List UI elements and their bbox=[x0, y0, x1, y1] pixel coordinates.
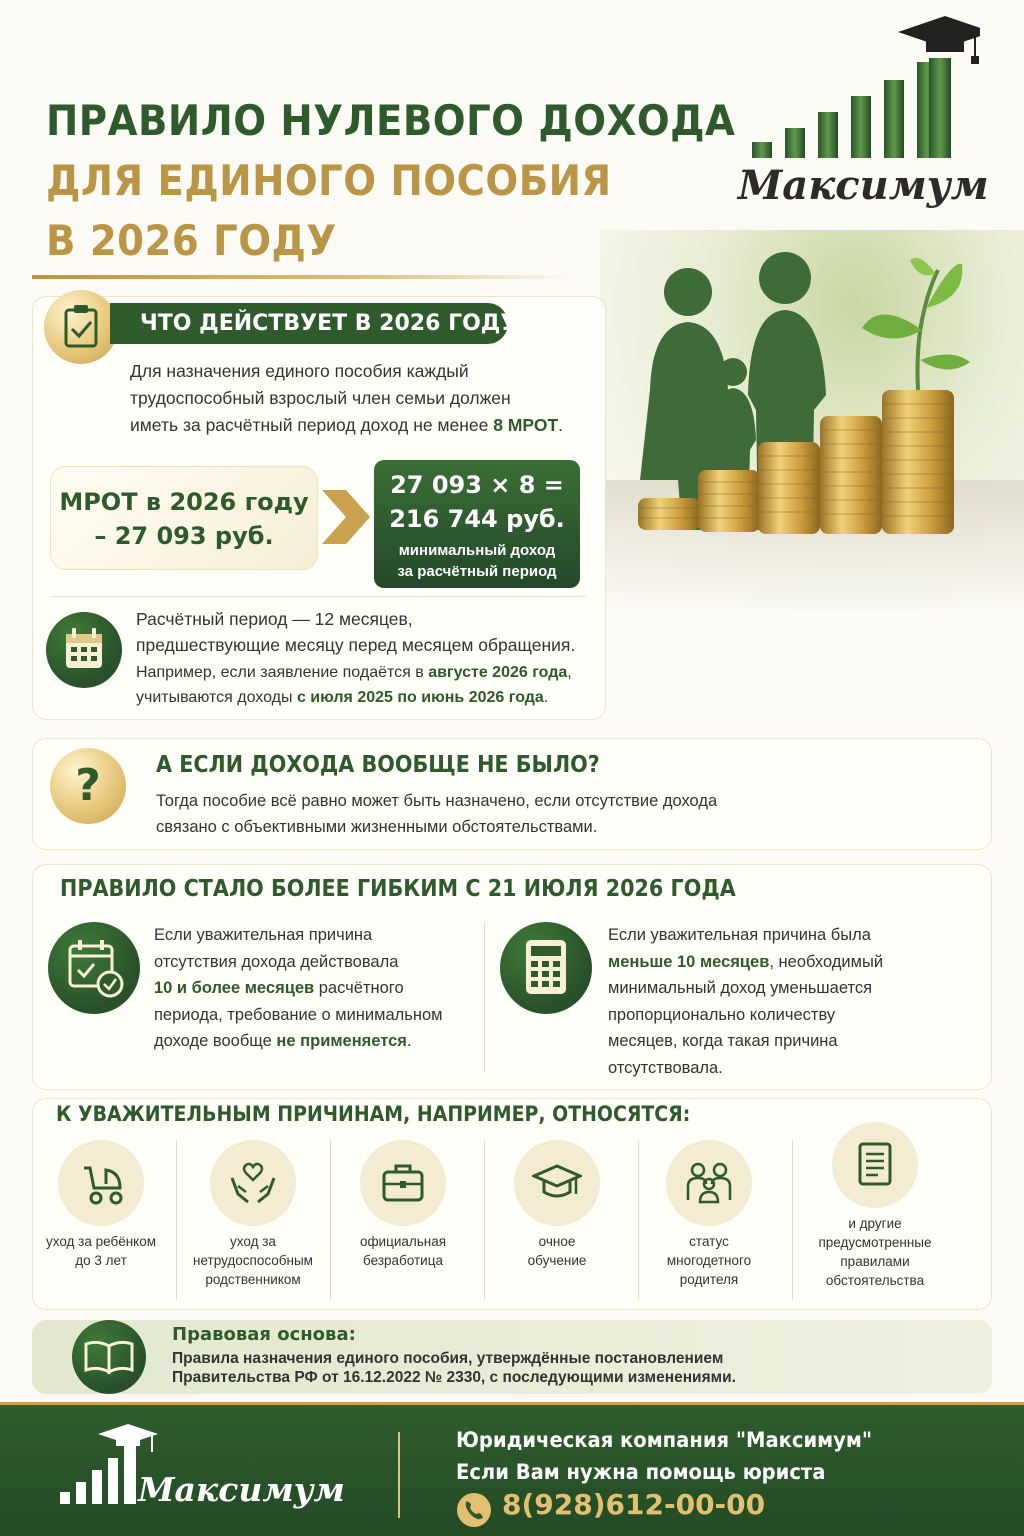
calc-caption bbox=[374, 540, 580, 582]
example-1b: августе 2026 года bbox=[428, 664, 568, 681]
intro-line-2: трудоспособный взрослый член семьи должен bbox=[130, 388, 511, 408]
reason-other bbox=[798, 1122, 952, 1290]
section1-intro bbox=[130, 358, 600, 439]
section2-line-2: связано с объективными жизненными обстоятельствами. bbox=[156, 818, 598, 836]
right-line-4: пропорционально количеству bbox=[608, 1005, 836, 1024]
section2-heading: А ЕСЛИ ДОХОДА ВООБЩЕ НЕ БЫЛО? bbox=[156, 752, 600, 778]
example-2c: . bbox=[543, 689, 549, 706]
reason-3-line-1: официальная bbox=[359, 1234, 447, 1249]
family-icon bbox=[684, 1158, 734, 1208]
period-text bbox=[136, 606, 596, 658]
right-line-5: месяцев, когда такая причина bbox=[608, 1032, 838, 1050]
right-line-2 bbox=[608, 949, 968, 976]
title-line-3: В 2026 ГОДУ bbox=[46, 216, 337, 265]
right-line-3: минимальный доход уменьшается bbox=[608, 979, 873, 997]
clipboard-badge bbox=[44, 290, 118, 364]
reason-6-line-3: правилами bbox=[840, 1254, 910, 1269]
reason-1-line-2: до 3 лет bbox=[75, 1253, 127, 1268]
question-badge bbox=[50, 748, 126, 824]
bar-chart-icon bbox=[730, 10, 980, 170]
calculation-box bbox=[374, 460, 580, 588]
legal-line-2: Правительства РФ от 16.12.2022 № 2330, с последующими изменениями. bbox=[172, 1369, 736, 1386]
reason-icon-bg bbox=[666, 1140, 752, 1226]
reason-icon-bg bbox=[514, 1140, 600, 1226]
divider bbox=[50, 596, 586, 597]
right-line-6: отсутствовала. bbox=[608, 1058, 723, 1077]
plant-sprout bbox=[862, 258, 970, 390]
title-underline bbox=[32, 275, 572, 279]
rule-right-text bbox=[608, 922, 968, 1081]
reason-icon-bg bbox=[832, 1122, 918, 1208]
reason-2-line-2: нетрудоспособным bbox=[193, 1253, 313, 1268]
left-line-4: периода, требование о минимальном bbox=[154, 1005, 443, 1024]
calculator-icon bbox=[500, 922, 592, 1014]
period-line-2: предшествующие месяцу перед месяцем обращения. bbox=[136, 635, 576, 655]
reason-large-family bbox=[632, 1140, 786, 1289]
calendar-badge bbox=[46, 612, 122, 688]
calc-caption-1: минимальный доход bbox=[398, 542, 556, 559]
period-line-1: Расчётный период — 12 месяцев, bbox=[136, 609, 413, 629]
graduation-cap-icon bbox=[532, 1158, 582, 1208]
reason-5-line-3: родителя bbox=[679, 1272, 739, 1287]
brand-name: Максимум bbox=[738, 162, 989, 209]
reason-2-line-3: родственником bbox=[205, 1272, 301, 1287]
footer-brand-name: Максимум bbox=[138, 1470, 345, 1509]
left-10-months: 10 и более месяцев bbox=[154, 979, 315, 997]
title-line-1: ПРАВИЛО НУЛЕВОГО ДОХОДА bbox=[46, 96, 736, 145]
footer-divider bbox=[398, 1432, 400, 1518]
example-line-2 bbox=[136, 685, 596, 710]
calc-line-1: 27 093 × 8 = bbox=[390, 471, 564, 499]
brand-logo bbox=[730, 10, 989, 220]
reason-6-line-4: обстоятельства bbox=[825, 1273, 925, 1288]
briefcase-icon bbox=[378, 1158, 428, 1208]
reason-4-line-1: очное bbox=[538, 1234, 576, 1249]
reason-6-line-1: и другие bbox=[848, 1216, 902, 1231]
calc-line-2: 216 744 руб. bbox=[389, 505, 565, 533]
left-line-3 bbox=[154, 975, 474, 1002]
reason-2-line-1: уход за bbox=[230, 1234, 276, 1249]
reason-childcare bbox=[24, 1140, 178, 1270]
graduation-cap-icon bbox=[898, 16, 980, 64]
left-not-applied: не применяется bbox=[276, 1032, 407, 1050]
intro-line-3-text: иметь за расчётный период доход не менее bbox=[130, 415, 494, 435]
calculator-badge bbox=[500, 922, 592, 1014]
section3-heading: ПРАВИЛО СТАЛО БОЛЕЕ ГИБКИМ С 21 ИЮЛЯ 2026 ГОДА bbox=[60, 876, 736, 902]
reason-care-relative bbox=[176, 1140, 330, 1289]
reason-divider bbox=[792, 1140, 793, 1300]
reason-3-line-2: безработица bbox=[363, 1253, 443, 1268]
book-icon bbox=[72, 1320, 146, 1394]
left-line-5 bbox=[154, 1028, 474, 1055]
footer-company: Юридическая компания "Максимум" bbox=[456, 1428, 873, 1452]
rule-left-text bbox=[154, 922, 474, 1055]
book-badge bbox=[72, 1320, 146, 1394]
reason-5-line-2: многодетного bbox=[666, 1253, 752, 1268]
example-1a: Например, если заявление подаётся в bbox=[136, 664, 429, 681]
section1-heading: ЧТО ДЕЙСТВУЕТ В 2026 ГОДУ bbox=[110, 303, 508, 344]
reason-icon-bg bbox=[58, 1140, 144, 1226]
column-divider bbox=[484, 922, 485, 1072]
heart-hands-icon bbox=[228, 1158, 278, 1208]
example-2b: с июля 2025 по июнь 2026 года bbox=[296, 689, 544, 706]
footer-help: Если Вам нужна помощь юриста bbox=[456, 1460, 826, 1484]
calendar-check-icon bbox=[48, 922, 140, 1014]
reason-icon-bg bbox=[360, 1140, 446, 1226]
reason-6-line-2: предусмотренные bbox=[818, 1235, 932, 1250]
stroller-icon bbox=[76, 1158, 126, 1208]
example-text bbox=[136, 660, 596, 710]
question-icon: ? bbox=[75, 760, 101, 811]
reason-icon-bg bbox=[210, 1140, 296, 1226]
left-line-2: отсутствия дохода действовала bbox=[154, 952, 399, 971]
mrot-line-2: – 27 093 руб. bbox=[94, 522, 274, 550]
intro-line-3-end: . bbox=[558, 415, 564, 435]
hero-illustration bbox=[600, 230, 1024, 610]
reason-1-line-1: уход за ребёнком bbox=[45, 1234, 157, 1249]
document-icon bbox=[850, 1140, 900, 1190]
example-line-1 bbox=[136, 660, 596, 685]
right-less-10-months: меньше 10 месяцев bbox=[608, 952, 770, 971]
calendar-icon bbox=[46, 612, 122, 688]
right-line-2-rest: , необходимый bbox=[769, 952, 884, 971]
reason-unemployment bbox=[326, 1140, 480, 1270]
section4-heading: К УВАЖИТЕЛЬНЫМ ПРИЧИНАМ, НАПРИМЕР, ОТНОСЯТСЯ: bbox=[56, 1102, 691, 1126]
right-line-1: Если уважительная причина была bbox=[608, 926, 871, 944]
calc-formula bbox=[374, 460, 580, 536]
intro-line-3 bbox=[130, 412, 600, 439]
reason-5-line-1: статус bbox=[689, 1234, 729, 1249]
left-line-5-start: доходе вообще bbox=[154, 1032, 277, 1050]
mrot-line-1: МРОТ в 2026 году bbox=[59, 488, 309, 516]
reason-full-time-study bbox=[480, 1140, 634, 1270]
left-line-3-rest: расчётного bbox=[314, 979, 404, 997]
intro-line-1: Для назначения единого пособия каждый bbox=[130, 361, 469, 381]
left-line-1: Если уважительная причина bbox=[154, 926, 373, 944]
legal-text bbox=[172, 1349, 972, 1387]
intro-8-mrot: 8 МРОТ bbox=[493, 415, 559, 435]
section2-text bbox=[156, 788, 956, 840]
example-2a: учитываются доходы bbox=[136, 689, 297, 706]
title-line-2: ДЛЯ ЕДИНОГО ПОСОБИЯ bbox=[46, 156, 612, 205]
left-line-5-end: . bbox=[406, 1032, 412, 1050]
section2-line-1: Тогда пособие всё равно может быть назначено, если отсутствие дохода bbox=[156, 792, 718, 810]
legal-heading: Правовая основа: bbox=[172, 1324, 356, 1345]
clipboard-check-icon bbox=[44, 290, 118, 364]
footer-phone[interactable]: 8(928)612-00-00 bbox=[502, 1488, 766, 1521]
phone-icon bbox=[456, 1492, 492, 1528]
chevron-right-icon bbox=[322, 490, 370, 544]
example-1c: , bbox=[567, 664, 572, 681]
legal-line-1: Правила назначения единого пособия, утверждённые постановлением bbox=[172, 1350, 724, 1367]
calendar-check-badge bbox=[48, 922, 140, 1014]
mrot-box bbox=[50, 466, 318, 570]
calc-caption-2: за расчётный период bbox=[397, 563, 557, 580]
reason-4-line-2: обучение bbox=[527, 1253, 587, 1268]
